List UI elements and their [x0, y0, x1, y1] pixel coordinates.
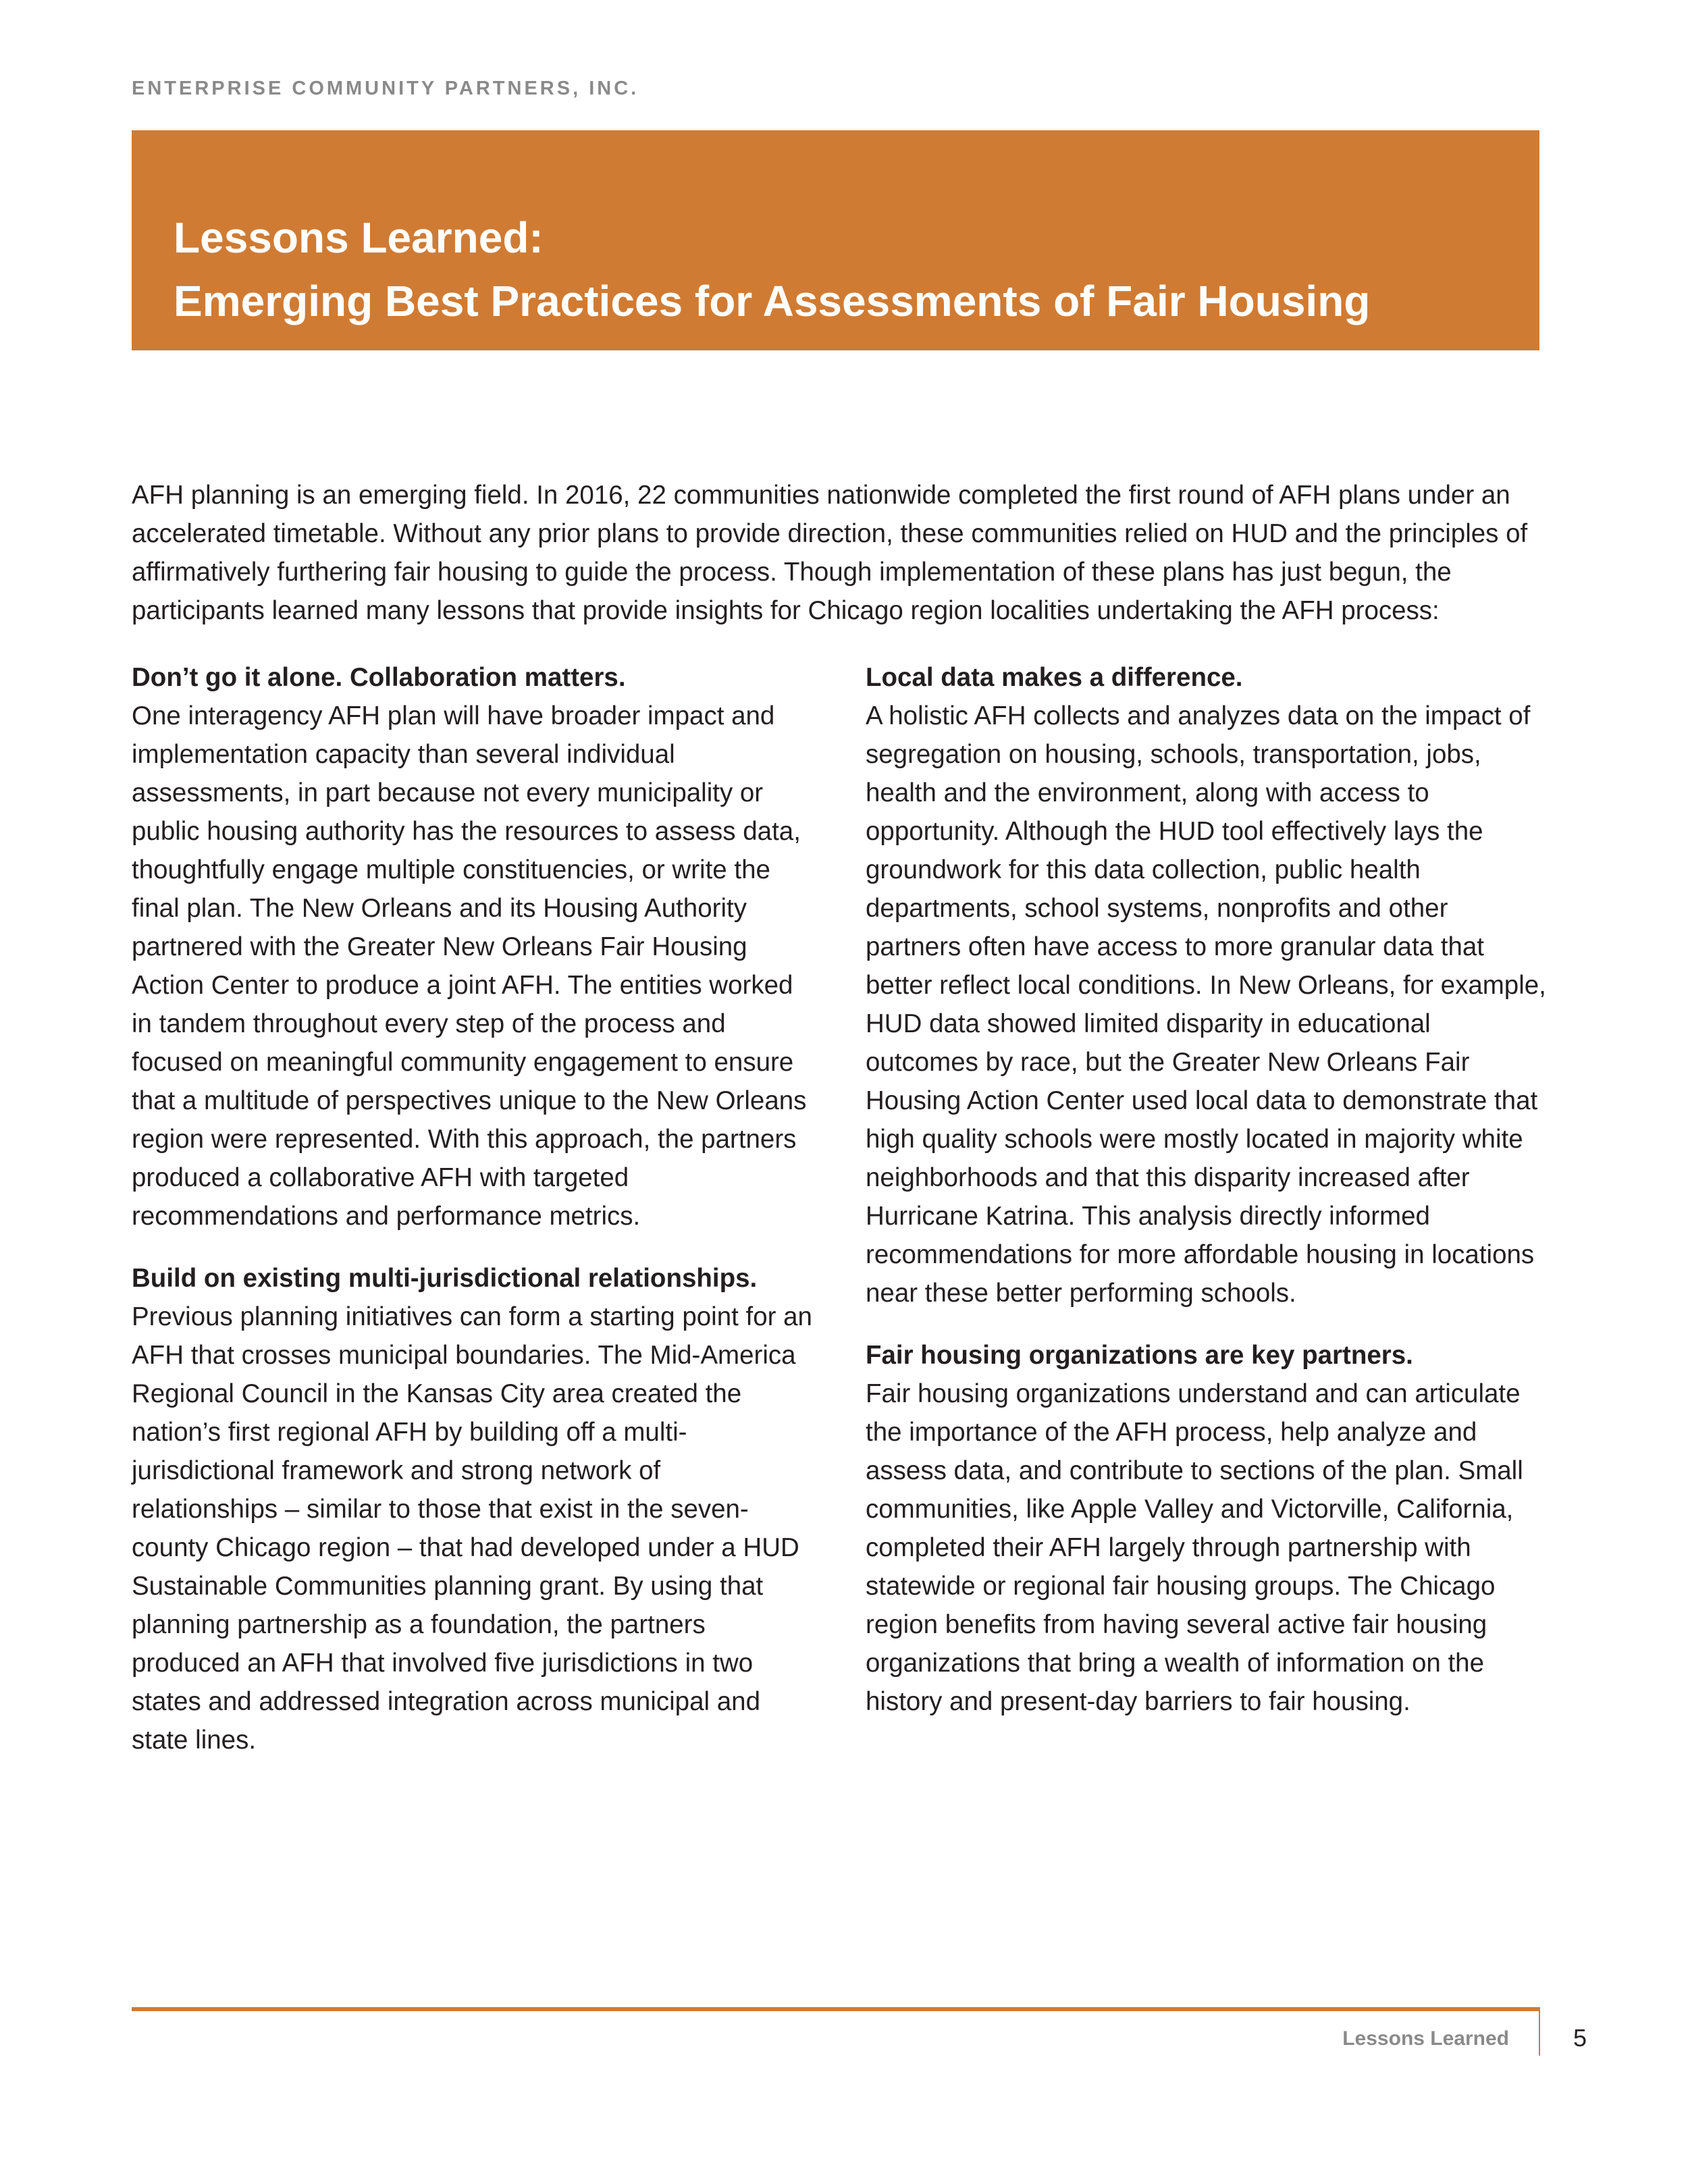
left-column: [132, 658, 814, 1783]
title-line-2: Emerging Best Practices for Assessments of Fair Housing: [174, 277, 1371, 325]
section-heading: Build on existing multi-jurisdictional relationships.: [132, 1264, 758, 1293]
right-column: [866, 658, 1548, 1744]
section-body: Previous planning initiatives can form a starting point for an AFH that crosses municipal boundaries. The Mid-America Regional Council in the Kansas City area created the nation’s first regional AFH by building off a multi-jurisdictional framework and strong network of relationships – similar to those that exist in the seven-county Chicago region – that had developed under a HUD Sustainable Communities planning grant. By using that planning partnership as a foundation, the partners produced an AFH that involved five jurisdictions in two states and addressed integration across municipal and state lines.: [132, 1302, 812, 1755]
footer-divider: [1539, 2007, 1540, 2056]
intro-paragraph: AFH planning is an emerging field. In 2016, 22 communities nationwide completed the first round of AFH plans under an accelerated timetable. Without any prior plans to provide direction, these communities relied on HUD and the principles of affirmatively furthering fair housing to guide the process. Though implementation of these plans has just begun, the participants learned many lessons that provide insights for Chicago region localities undertaking the AFH process:: [132, 481, 1528, 625]
page-number: 5: [1573, 2024, 1587, 2052]
section-heading: Don’t go it alone. Collaboration matters.: [132, 663, 626, 692]
section-heading: Local data makes a difference.: [866, 663, 1243, 692]
title-banner: [132, 130, 1539, 350]
org-header: ENTERPRISE COMMUNITY PARTNERS, INC.: [132, 78, 639, 99]
title-line-1: Lessons Learned:: [174, 213, 544, 262]
section-body: A holistic AFH collects and analyzes data on the impact of segregation on housing, schools, transportation, jobs, health and the environment, along with access to opportunity. Although the HUD tool effectively lays the groundwork for this data collection, public health departments, school systems, nonprofits and other partners often have access to more granular data that better reflect local conditions. In New Orleans, for example, HUD data showed limited disparity in educational outcomes by race, but the Greater New Orleans Fair Housing Action Center used local data to demonstrate that high quality schools were mostly located in majority white neighborhoods and that this disparity increased after Hurricane Katrina. This analysis directly informed recommendations for more affordable housing in locations near these better performing schools.: [866, 701, 1546, 1308]
section-body: One interagency AFH plan will have broader impact and implementation capacity than several individual assessments, in part because not every municipality or public housing authority has the resources to assess data, thoughtfully engage multiple constituencies, or write the final plan. The New Orleans and its Housing Authority partnered with the Greater New Orleans Fair Housing Action Center to produce a joint AFH. The entities worked in tandem throughout every step of the process and focused on meaningful community engagement to ensure that a multitude of perspectives unique to the New Orleans region were represented. With this approach, the partners produced a collaborative AFH with targeted recommendations and performance metrics.: [132, 701, 807, 1231]
footer-rule: [132, 2007, 1539, 2011]
footer-section-label: Lessons Learned: [1342, 2027, 1509, 2050]
page-title: [174, 206, 1370, 333]
section-heading: Fair housing organizations are key partners.: [866, 1341, 1413, 1370]
section-body: Fair housing organizations understand and can articulate the importance of the AFH process, help analyze and assess data, and contribute to sections of the plan. Small communities, like Apple Valley and Victorville, California, completed their AFH largely through partnership with statewide or regional fair housing groups. The Chicago region benefits from having several active fair housing organizations that bring a wealth of information on the history and present-day barriers to fair housing.: [866, 1379, 1523, 1716]
